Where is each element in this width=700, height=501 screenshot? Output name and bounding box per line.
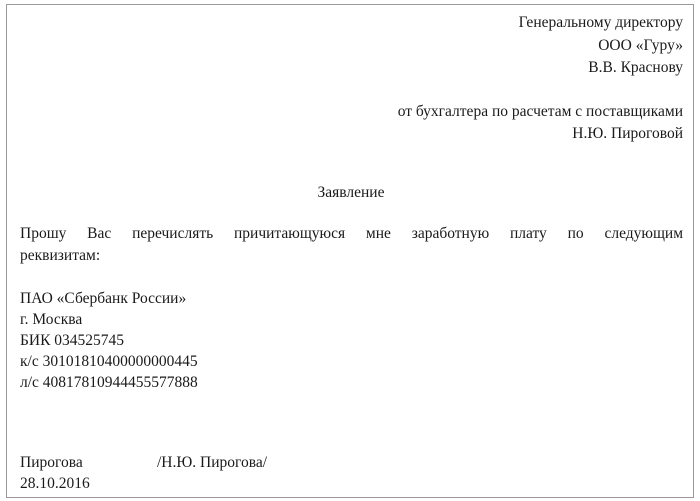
addressee-line-2: ООО «Гуру» [598,37,683,54]
bank-bik: БИК 034525745 [20,332,125,349]
personal-account: л/с 40817810944455577888 [20,374,198,391]
addressee-line-1: Генеральному директору [518,14,683,31]
signature-transcript: /Н.Ю. Пирогова/ [157,454,268,471]
document-date: 28.10.2016 [20,475,90,492]
document-title: Заявление [317,184,385,201]
sender-line-1: от бухгалтера по расчетам с поставщиками [397,103,683,120]
document-page [6,4,694,498]
correspondent-account: к/с 30101810400000000445 [20,353,198,370]
bank-name: ПАО «Сбербанк России» [20,290,187,307]
sender-line-2: Н.Ю. Пироговой [572,125,683,142]
addressee-line-3: В.В. Краснову [588,59,683,76]
signature-text: Пирогова [20,454,83,471]
body-paragraph-line-2: реквизитам: [20,247,101,264]
body-paragraph-line-1: Прошу Вас перечислять причитающуюся мне заработную плату по следующим [20,225,683,242]
bank-city: г. Москва [20,311,83,328]
